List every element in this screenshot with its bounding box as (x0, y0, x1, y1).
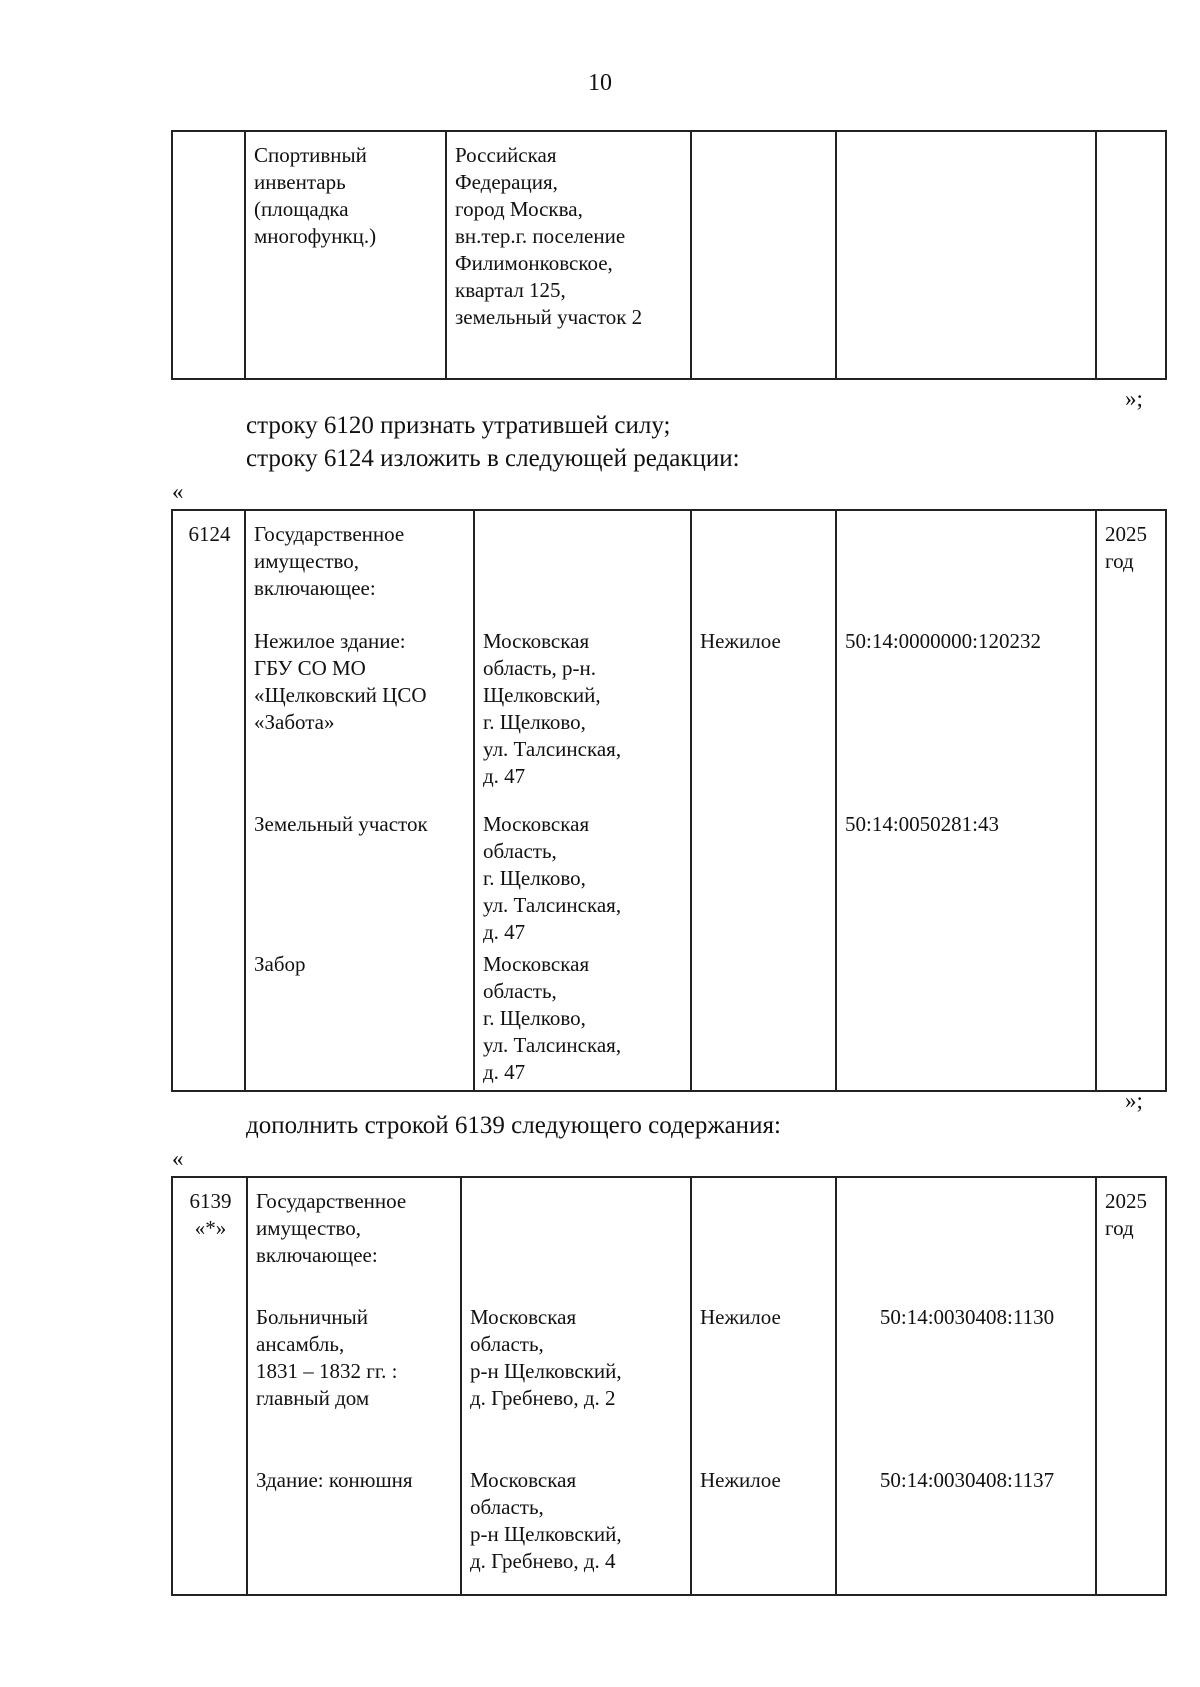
close-quote-mark: »; (1125, 1088, 1143, 1113)
object-name: Нежилое здание: ГБУ СО МО «Щелковский ЦСО «Забота» (254, 629, 427, 734)
row-number-cell: 6139 «*» (172, 1177, 247, 1595)
page-number: 10 (588, 70, 612, 96)
paragraph-row-6139: дополнить строкой 6139 следующего содержания: (246, 1112, 781, 1139)
object-name: Здание: конюшня (256, 1468, 413, 1492)
row-number-cell: 6124 (172, 510, 245, 1091)
object-name-cell (247, 1177, 461, 1595)
row-number-cell (172, 131, 245, 379)
cadastral-number: 50:14:0030408:1130 (879, 1305, 1055, 1329)
group-header: Государственное имущество, включающее: (254, 522, 405, 600)
paragraph-row-6120: строку 6120 признать утратившей силу; (246, 412, 671, 439)
year-cell: 2025 год (1096, 510, 1166, 1091)
object-name-cell: Спортивный инвентарь (площадка многофункц.) (245, 131, 446, 379)
address-cell: Российская Федерация, город Москва, вн.тер.г. поселение Филимонковское, квартал 125, земельный участок 2 (446, 131, 691, 379)
object-name-cell (245, 510, 474, 1091)
open-quote-mark: « (172, 479, 184, 504)
table-row-6124 (171, 509, 1167, 1092)
year-cell: 2025 год (1096, 1177, 1166, 1595)
purpose-cell (691, 131, 836, 379)
object-name: Забор (254, 952, 306, 976)
cadastral-cell (836, 1177, 1096, 1595)
object-address: Московская область, р-н. Щелковский, г. Щелково, ул. Талсинская, д. 47 (483, 629, 622, 788)
object-purpose: Нежилое (700, 629, 781, 653)
table-row (172, 510, 1166, 1091)
object-address: Московская область, р-н Щелковский, д. Гребнево, д. 2 (470, 1305, 622, 1410)
object-address: Московская область, г. Щелково, ул. Талсинская, д. 47 (483, 952, 622, 1084)
object-address: Московская область, г. Щелково, ул. Талсинская, д. 47 (483, 812, 622, 944)
object-name: Больничный ансамбль, 1831 – 1832 гг. : главный дом (256, 1305, 398, 1410)
cadastral-number: 50:14:0030408:1137 (879, 1468, 1055, 1492)
object-purpose: Нежилое (700, 1468, 781, 1492)
table-row (172, 1177, 1166, 1595)
year-cell (1096, 131, 1166, 379)
table-continuation (171, 130, 1167, 380)
cadastral-number: 50:14:0050281:43 (845, 812, 1000, 836)
address-cell (474, 510, 691, 1091)
object-name: Земельный участок (254, 812, 428, 836)
table-row (172, 131, 1166, 379)
table-row-6139 (171, 1176, 1167, 1596)
object-purpose (700, 811, 829, 951)
purpose-cell (691, 510, 836, 1091)
address-cell (461, 1177, 691, 1595)
close-quote-mark: »; (1125, 386, 1143, 411)
object-purpose: Нежилое (700, 1305, 781, 1329)
paragraph-row-6124: строку 6124 изложить в следующей редакции: (246, 445, 740, 472)
cadastral-cell (836, 510, 1096, 1091)
cadastral-number: 50:14:0000000:120232 (845, 629, 1042, 653)
open-quote-mark: « (172, 1146, 184, 1171)
purpose-cell (691, 1177, 836, 1595)
cadastral-cell (836, 131, 1096, 379)
group-header: Государственное имущество, включающее: (256, 1189, 407, 1267)
object-address: Московская область, р-н Щелковский, д. Гребнево, д. 4 (470, 1468, 622, 1573)
